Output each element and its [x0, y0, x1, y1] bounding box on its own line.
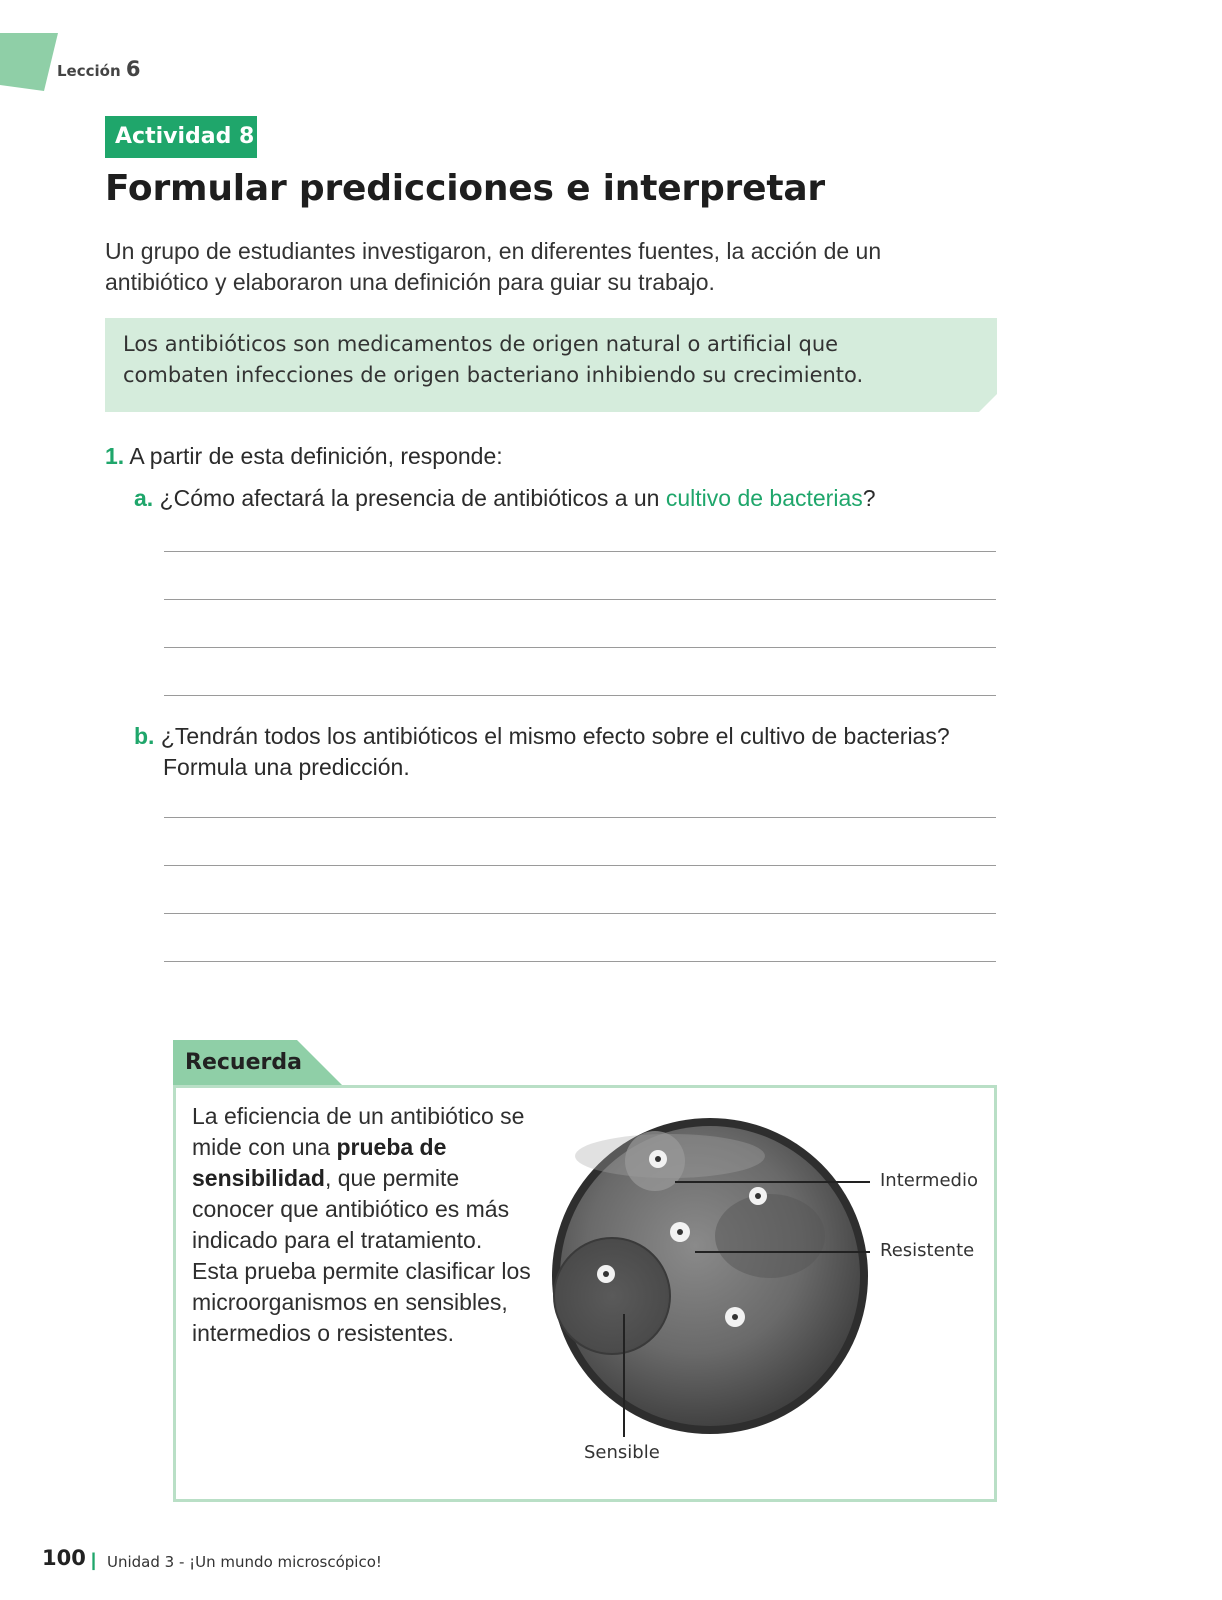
intro-paragraph: Un grupo de estudiantes investigaron, en diferentes fuentes, la acción de un antibiótico y elaboraron una definición para guiar su trabajo.: [105, 238, 882, 295]
page-number: 100: [42, 1546, 86, 1570]
question-1b-line-2: Formula una predicción.: [163, 754, 410, 780]
question-1-number: 1.: [105, 443, 125, 469]
question-1b-line-1: ¿Tendrán todos los antibióticos el mismo efecto sobre el cultivo de bacterias?: [160, 723, 950, 749]
recuerda-text-end: , que permite conocer que antibiótico es más indicado para el tratamiento. Esta prueba permite clasificar los microorganismos en sensibles, intermedios o resistentes.: [192, 1165, 531, 1346]
question-1b-letter: b.: [134, 723, 155, 749]
question-1a-text-before: ¿Cómo afectará la presencia de antibióticos a un: [159, 485, 666, 511]
recuerda-label: Recuerda: [185, 1050, 302, 1075]
question-1a-text-after: ?: [862, 485, 876, 511]
footer-separator: |: [91, 1550, 97, 1570]
lesson-word: Lección: [57, 62, 121, 80]
page-title: Formular predicciones e interpretar: [105, 168, 825, 209]
recuerda-bold-term: prueba de sensibilidad: [192, 1134, 447, 1191]
question-1a-letter: a.: [134, 485, 154, 511]
callout-resistant: Resistente: [880, 1240, 975, 1261]
callout-sensitive: Sensible: [584, 1442, 660, 1463]
definition-line-1: Los antibióticos son medicamentos de origen natural o artificial que: [123, 332, 839, 356]
footer-unit-text: Unidad 3 - ¡Un mundo microscópico!: [107, 1553, 382, 1571]
lesson-number: 6: [125, 57, 141, 81]
question-1-text: A partir de esta definición, responde:: [129, 443, 503, 469]
glossary-link-cultivo[interactable]: cultivo de bacterias: [665, 485, 863, 511]
activity-badge: Actividad 8: [105, 116, 257, 158]
definition-line-2: combaten infecciones de origen bacteriano inhibiendo su crecimiento.: [123, 363, 864, 387]
callout-intermediate: Intermedio: [880, 1170, 978, 1191]
recuerda-text-start: La eficiencia de un antibiótico se mide con una: [192, 1103, 525, 1160]
